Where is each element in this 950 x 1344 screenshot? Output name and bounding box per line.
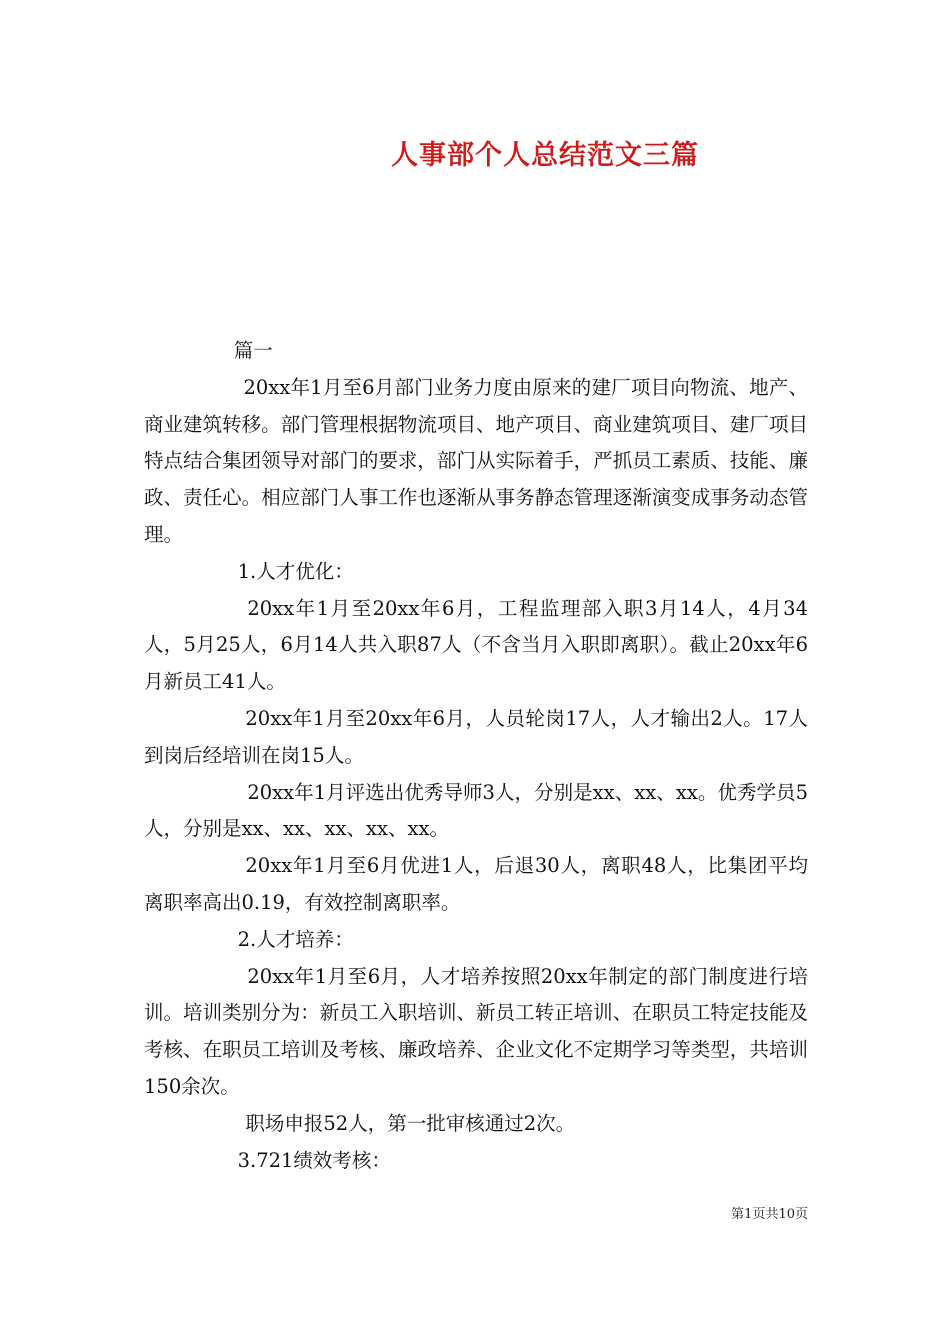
section-label: 篇一	[233, 339, 273, 362]
page-number: 第1页共10页	[731, 1207, 808, 1222]
document-body	[144, 333, 808, 1179]
paragraph: 20xx年1月至20xx年6月，人员轮岗17人，人才输出2人。17人到岗后经培训在岗15人。	[144, 706, 808, 767]
paragraph: 20xx年1月评选出优秀导师3人，分别是xx、xx、xx。优秀学员5人，分别是xx、xx、xx、xx、xx。	[144, 780, 808, 841]
section-heading: 3.721绩效考核：	[237, 1148, 391, 1172]
paragraph: 20xx年1月至6月部门业务力度由原来的建厂项目向物流、地产、商业建筑转移。部门管理根据物流项目、地产项目、商业建筑项目、建厂项目特点结合集团领导对部门的要求，部门从实际着手，严抓员工素质、技能、廉政、责任心。相应部门人事工作也逐渐从事务静态管理逐渐演变成事务动态管理。	[144, 375, 808, 546]
paragraph: 职场申报52人，第一批审核通过2次。	[245, 1111, 576, 1135]
section-heading: 2.人才培养：	[237, 927, 354, 951]
page-title: 人事部个人总结范文三篇	[391, 140, 699, 171]
paragraph: 20xx年1月至6月，人才培养按照20xx年制定的部门制度进行培训。培训类别分为：新员工入职培训、新员工转正培训、在职员工特定技能及考核、在职员工培训及考核、廉政培养、企业文化不定期学习等类型，共培训150余次。	[144, 964, 808, 1098]
paragraph: 20xx年1月至20xx年6月，工程监理部入职3月14人，4月34人，5月25人，6月14人共入职87人（不含当月入职即离职）。截止20xx年6月新员工41人。	[144, 596, 808, 694]
paragraph: 20xx年1月至6月优进1人，后退30人，离职48人，比集团平均离职率高出0.19，有效控制离职率。	[144, 854, 808, 914]
section-heading: 1.人才优化：	[237, 559, 354, 583]
